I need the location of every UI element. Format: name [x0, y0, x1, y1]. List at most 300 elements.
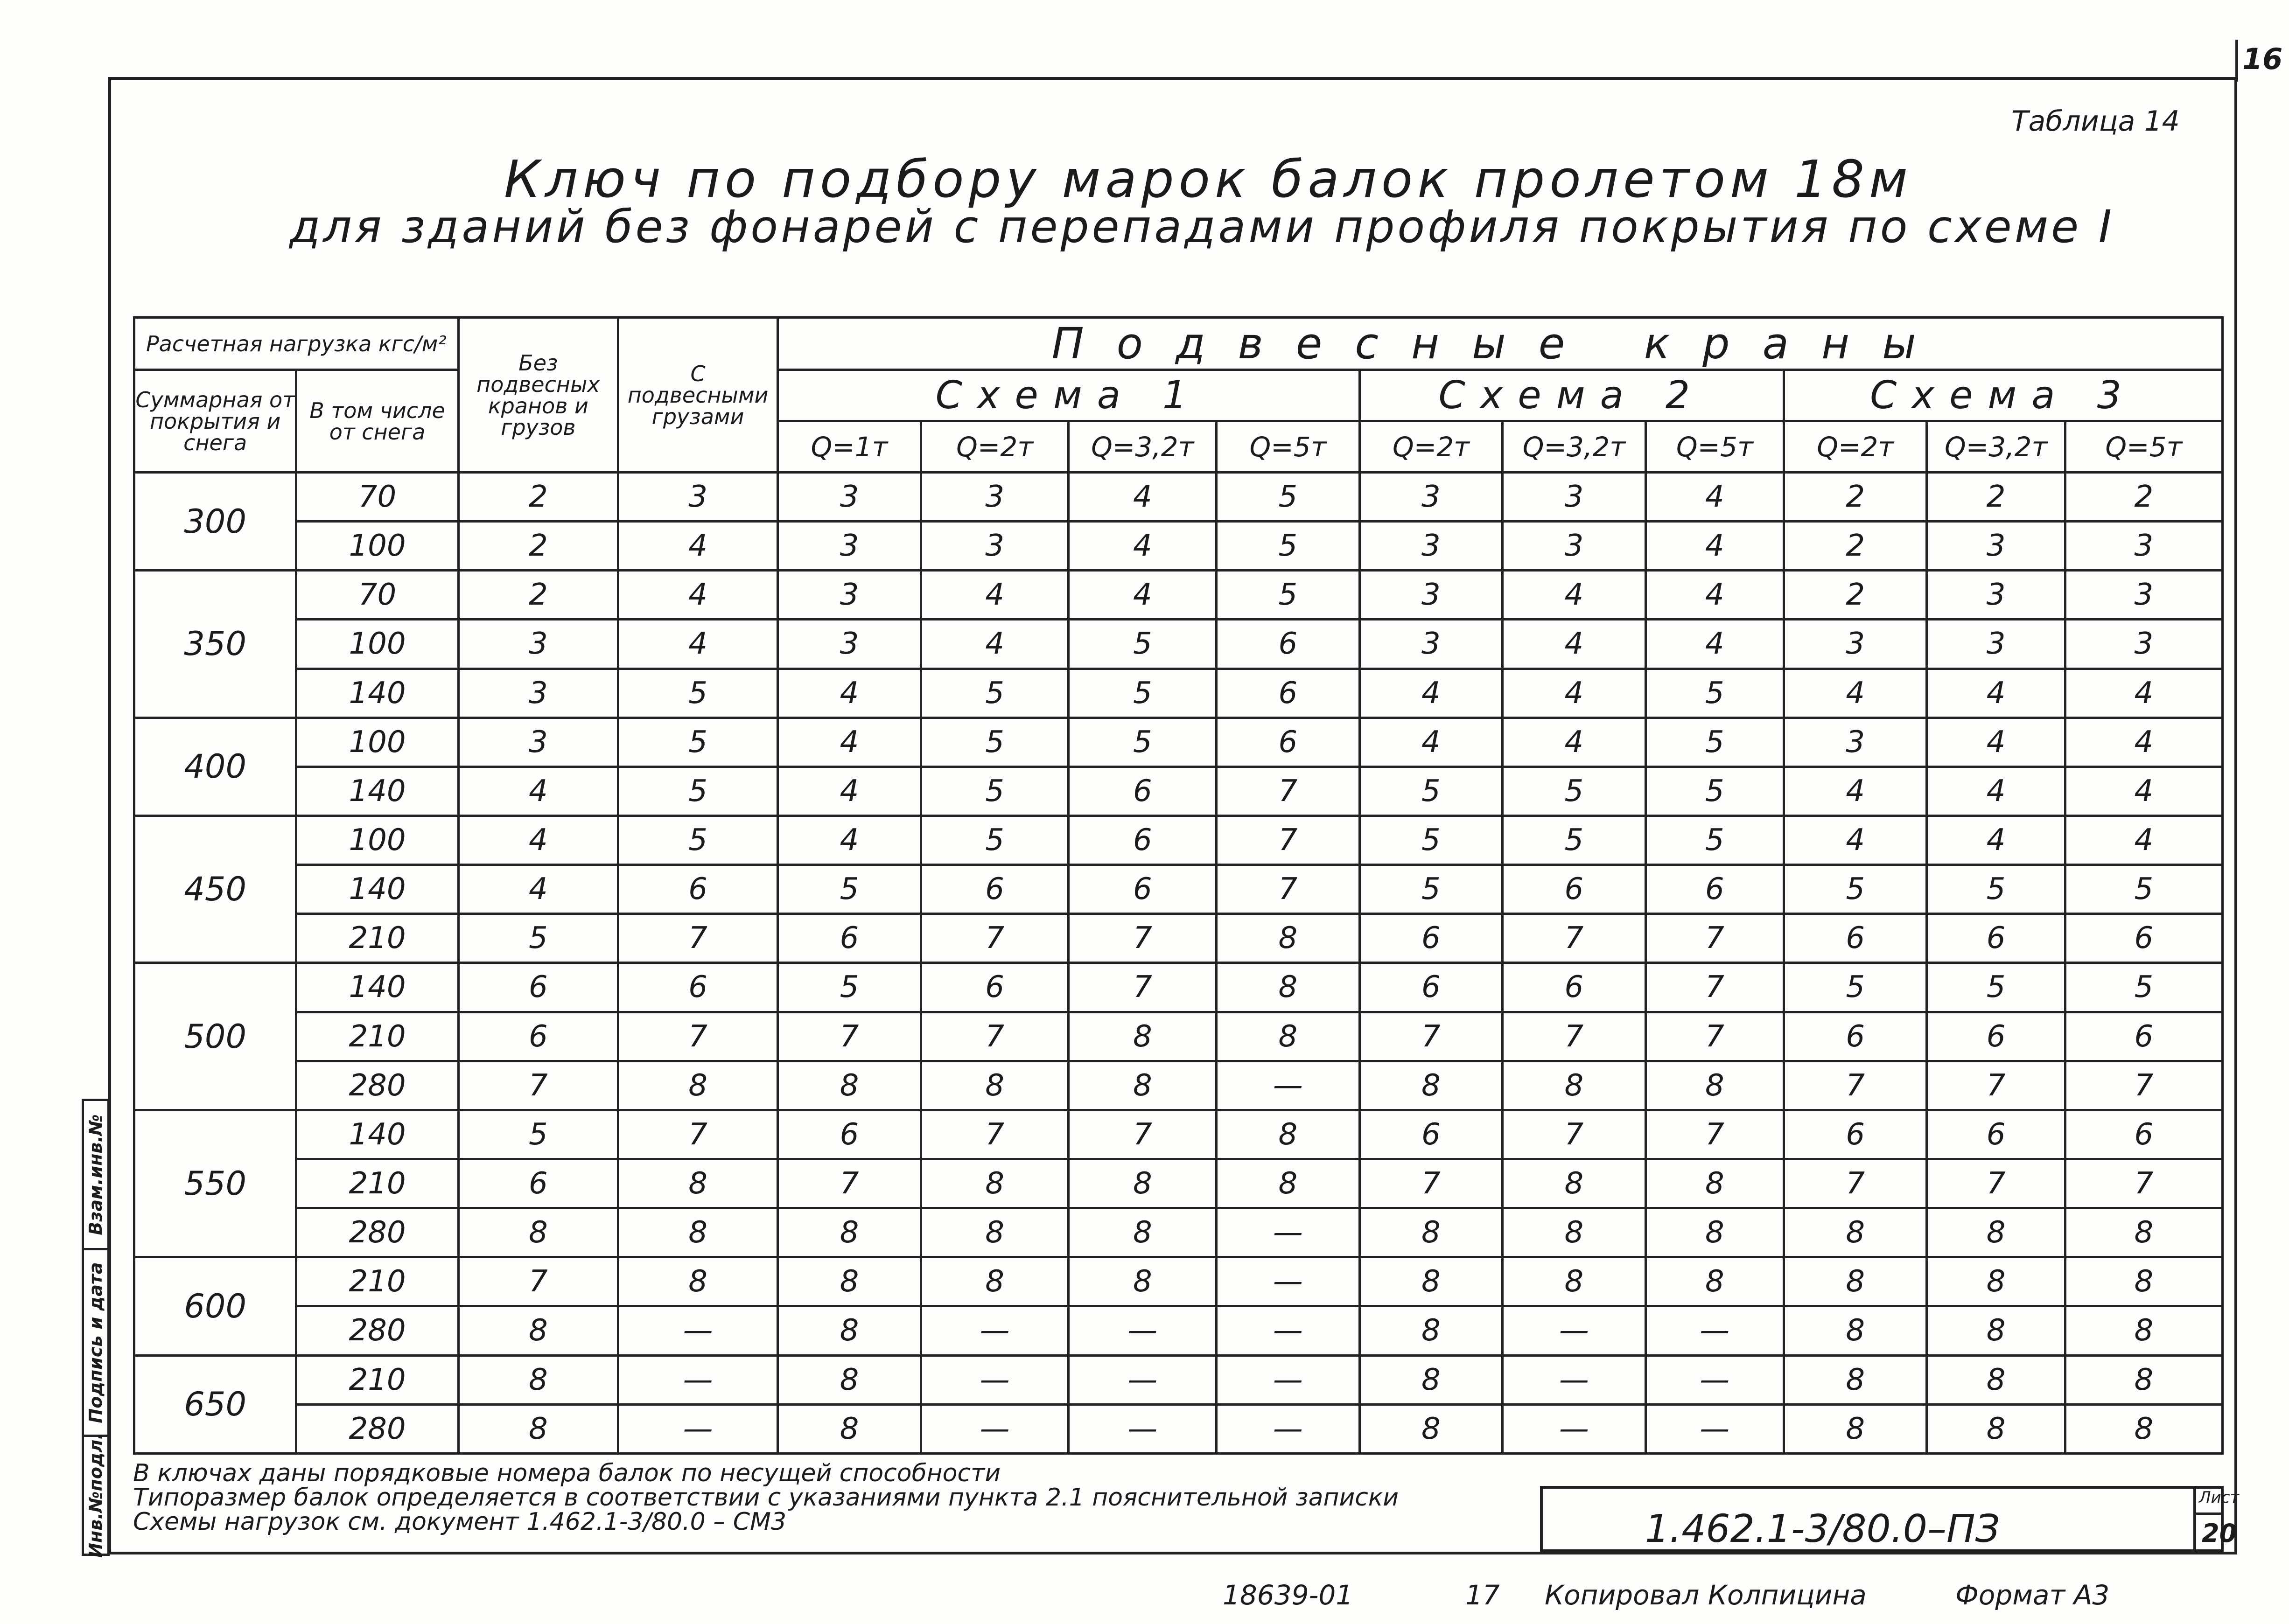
q-header: Q=5т: [2065, 421, 2222, 473]
beam-mark-cell: 4: [1503, 718, 1646, 767]
beam-mark-cell: 8: [458, 1208, 618, 1257]
beam-mark-cell: 8: [1503, 1208, 1646, 1257]
beam-mark-cell: 8: [921, 1159, 1069, 1208]
beam-mark-cell: 4: [778, 669, 921, 718]
beam-mark-cell: 5: [921, 669, 1069, 718]
snow-load-cell: 140: [296, 963, 458, 1012]
beam-mark-cell: 4: [921, 571, 1069, 620]
beam-mark-cell: 8: [618, 1257, 777, 1306]
table-row: [134, 914, 2223, 963]
beam-mark-cell: 7: [2065, 1159, 2222, 1208]
table-row: [134, 1404, 2223, 1453]
beam-mark-cell: —: [921, 1306, 1069, 1355]
beam-mark-cell: 4: [2065, 718, 2222, 767]
beam-mark-cell: 6: [1784, 1012, 1927, 1061]
beam-mark-cell: 7: [618, 1012, 777, 1061]
beam-mark-cell: 8: [1069, 1012, 1217, 1061]
beam-mark-cell: 6: [2065, 1012, 2222, 1061]
sidebar-label: Взам.инв.№: [85, 1114, 106, 1235]
beam-mark-cell: 6: [1503, 963, 1646, 1012]
no-cranes-header: Без подвесных кранов и грузов: [458, 318, 618, 473]
beam-mark-cell: 3: [1359, 620, 1503, 669]
document-code: 1.462.1-3/80.0–ПЗ: [1645, 1507, 2000, 1551]
beam-mark-cell: 6: [2065, 1110, 2222, 1159]
beam-mark-cell: 4: [921, 620, 1069, 669]
table-row: [134, 767, 2223, 815]
beam-mark-cell: 3: [1359, 522, 1503, 571]
snow-load-cell: 280: [296, 1306, 458, 1355]
beam-mark-cell: 5: [618, 767, 777, 815]
scheme1-header: Схема 1: [778, 370, 1359, 421]
snow-load-cell: 140: [296, 767, 458, 815]
beam-mark-cell: 7: [618, 914, 777, 963]
beam-mark-cell: 8: [2065, 1306, 2222, 1355]
beam-mark-cell: 7: [1069, 914, 1217, 963]
approval-sidebar: [82, 1099, 110, 1556]
beam-mark-cell: —: [1645, 1306, 1784, 1355]
beam-mark-cell: 3: [458, 620, 618, 669]
beam-mark-cell: 6: [458, 1159, 618, 1208]
beam-mark-cell: 5: [618, 669, 777, 718]
beam-mark-cell: 2: [458, 473, 618, 522]
beam-mark-cell: 8: [1784, 1306, 1927, 1355]
beam-mark-cell: 2: [1927, 473, 2065, 522]
beam-mark-cell: 4: [2065, 767, 2222, 815]
beam-mark-cell: 8: [921, 1208, 1069, 1257]
beam-mark-cell: 5: [1645, 767, 1784, 815]
beam-mark-cell: 8: [1069, 1061, 1217, 1110]
beam-mark-cell: 6: [1927, 914, 2065, 963]
beam-mark-cell: 8: [1217, 1012, 1360, 1061]
page-subtitle: для зданий без фонарей с перепадами профиля покрытия по схеме I: [289, 201, 2115, 253]
table-row: [134, 718, 2223, 767]
beam-mark-cell: 4: [618, 571, 777, 620]
table-row: [134, 1061, 2223, 1110]
beam-mark-cell: 8: [618, 1159, 777, 1208]
scheme2-header: Схема 2: [1359, 370, 1784, 421]
total-load-cell: 350: [134, 571, 296, 718]
beam-mark-cell: 8: [2065, 1355, 2222, 1404]
beam-mark-cell: 8: [1217, 963, 1360, 1012]
table-row: [134, 1306, 2223, 1355]
beam-mark-cell: 7: [1503, 914, 1646, 963]
beam-mark-cell: —: [1645, 1404, 1784, 1453]
table-row: [134, 522, 2223, 571]
table-label: Таблица 14: [2011, 105, 2180, 138]
beam-mark-cell: 8: [1784, 1208, 1927, 1257]
beam-mark-cell: —: [1503, 1306, 1646, 1355]
beam-mark-cell: 8: [778, 1061, 921, 1110]
beam-mark-cell: 8: [1503, 1159, 1646, 1208]
beam-mark-cell: 8: [1645, 1061, 1784, 1110]
beam-mark-cell: 4: [1503, 571, 1646, 620]
with-loads-header: С подвесными грузами: [618, 318, 777, 473]
beam-mark-cell: 6: [1503, 865, 1646, 914]
table-row: [134, 1110, 2223, 1159]
beam-mark-cell: 4: [1069, 522, 1217, 571]
beam-mark-cell: 2: [458, 571, 618, 620]
beam-mark-cell: 2: [458, 522, 618, 571]
beam-mark-cell: 3: [458, 718, 618, 767]
beam-mark-cell: —: [618, 1355, 777, 1404]
snow-load-header: В том числе от снега: [296, 370, 458, 473]
snow-load-cell: 210: [296, 914, 458, 963]
beam-mark-cell: 4: [778, 718, 921, 767]
beam-mark-cell: 7: [921, 1012, 1069, 1061]
beam-mark-cell: 2: [1784, 522, 1927, 571]
beam-mark-cell: 8: [1359, 1257, 1503, 1306]
beam-mark-cell: 6: [1927, 1110, 2065, 1159]
snow-load-cell: 210: [296, 1159, 458, 1208]
beam-mark-cell: 7: [1645, 914, 1784, 963]
beam-mark-cell: 3: [1784, 718, 1927, 767]
beam-mark-cell: 8: [1359, 1208, 1503, 1257]
beam-mark-cell: 5: [921, 718, 1069, 767]
beam-mark-cell: —: [618, 1306, 777, 1355]
snow-load-cell: 70: [296, 473, 458, 522]
beam-mark-cell: 4: [1069, 473, 1217, 522]
beam-mark-cell: 7: [921, 914, 1069, 963]
snow-load-cell: 280: [296, 1061, 458, 1110]
q-header: Q=5т: [1645, 421, 1784, 473]
table-row: [134, 571, 2223, 620]
beam-mark-cell: 5: [1503, 815, 1646, 864]
beam-mark-cell: —: [1069, 1355, 1217, 1404]
sheet-number-divider: [2235, 40, 2238, 82]
design-load-header: Расчетная нагрузка кгс/м²: [134, 318, 459, 370]
q-header: Q=5т: [1217, 421, 1360, 473]
beam-mark-cell: 3: [1503, 473, 1646, 522]
table-row: [134, 1159, 2223, 1208]
q-header: Q=2т: [921, 421, 1069, 473]
snow-load-cell: 100: [296, 522, 458, 571]
beam-mark-cell: 5: [458, 914, 618, 963]
table-row: [134, 1012, 2223, 1061]
beam-mark-cell: 8: [618, 1208, 777, 1257]
beam-mark-cell: 6: [1359, 963, 1503, 1012]
beam-mark-cell: 3: [2065, 620, 2222, 669]
beam-mark-cell: 2: [2065, 473, 2222, 522]
snow-load-cell: 100: [296, 620, 458, 669]
archive-number: 18639-01: [1223, 1579, 1353, 1611]
beam-mark-cell: —: [921, 1355, 1069, 1404]
page-mark: 17: [1465, 1579, 1500, 1611]
beam-mark-cell: 6: [1784, 1110, 1927, 1159]
beam-mark-cell: 8: [778, 1355, 921, 1404]
beam-mark-cell: 8: [1927, 1257, 2065, 1306]
beam-mark-cell: 3: [1359, 473, 1503, 522]
beam-mark-cell: 4: [1645, 620, 1784, 669]
sidebar-label: Инв.№подл.: [85, 1433, 106, 1558]
sidebar-cell: [84, 1433, 107, 1558]
beam-mark-cell: 5: [1217, 473, 1360, 522]
beam-mark-cell: 7: [1645, 1012, 1784, 1061]
beam-mark-cell: 4: [1503, 620, 1646, 669]
sheet-number: 16: [2242, 42, 2283, 76]
beam-mark-cell: 5: [1359, 815, 1503, 864]
beam-mark-cell: 5: [921, 815, 1069, 864]
beam-mark-cell: 4: [1927, 815, 2065, 864]
beam-mark-cell: 5: [1784, 865, 1927, 914]
beam-mark-cell: 8: [1359, 1306, 1503, 1355]
total-load-cell: 600: [134, 1257, 296, 1355]
beam-mark-cell: 7: [1927, 1159, 2065, 1208]
beam-mark-cell: 4: [458, 767, 618, 815]
beam-mark-cell: 6: [618, 963, 777, 1012]
snow-load-cell: 100: [296, 718, 458, 767]
beam-mark-cell: 5: [1645, 718, 1784, 767]
beam-mark-cell: —: [1069, 1404, 1217, 1453]
beam-mark-cell: 3: [1927, 571, 2065, 620]
beam-mark-cell: 7: [1069, 963, 1217, 1012]
beam-mark-cell: 4: [1069, 571, 1217, 620]
beam-mark-cell: 5: [778, 963, 921, 1012]
beam-mark-cell: 6: [1645, 865, 1784, 914]
beam-mark-cell: —: [1217, 1257, 1360, 1306]
beam-mark-cell: 7: [778, 1159, 921, 1208]
beam-mark-cell: 8: [1359, 1061, 1503, 1110]
beam-mark-cell: 5: [1359, 767, 1503, 815]
beam-mark-cell: 7: [778, 1012, 921, 1061]
beam-mark-cell: 7: [2065, 1061, 2222, 1110]
beam-mark-cell: 4: [458, 815, 618, 864]
snow-load-cell: 210: [296, 1012, 458, 1061]
beam-mark-cell: 5: [2065, 963, 2222, 1012]
beam-mark-cell: 3: [458, 669, 618, 718]
beam-mark-cell: 7: [921, 1110, 1069, 1159]
total-load-header: Суммарная от покрытия и снега: [134, 370, 296, 473]
beam-mark-cell: 4: [1927, 718, 2065, 767]
beam-mark-cell: 4: [2065, 669, 2222, 718]
note-line: Схемы нагрузок см. документ 1.462.1-3/80.0 – СМ3: [133, 1508, 787, 1536]
beam-mark-cell: 8: [1217, 1159, 1360, 1208]
beam-mark-cell: 3: [1359, 571, 1503, 620]
snow-load-cell: 140: [296, 865, 458, 914]
beam-mark-cell: —: [1217, 1404, 1360, 1453]
table-row: [134, 815, 2223, 864]
beam-mark-cell: 5: [1927, 865, 2065, 914]
beam-mark-cell: 5: [1645, 815, 1784, 864]
beam-mark-cell: 8: [458, 1404, 618, 1453]
total-load-cell: 650: [134, 1355, 296, 1453]
total-load-cell: 500: [134, 963, 296, 1110]
beam-mark-cell: 8: [458, 1355, 618, 1404]
beam-mark-cell: 4: [1645, 522, 1784, 571]
beam-mark-cell: 4: [2065, 815, 2222, 864]
beam-mark-cell: 6: [778, 914, 921, 963]
beam-mark-cell: 8: [1503, 1257, 1646, 1306]
beam-mark-cell: 4: [1359, 718, 1503, 767]
q-header: Q=2т: [1784, 421, 1927, 473]
table-body: [134, 473, 2223, 1454]
beam-mark-cell: 8: [778, 1208, 921, 1257]
beam-mark-cell: 5: [778, 865, 921, 914]
beam-mark-cell: 8: [1069, 1257, 1217, 1306]
beam-mark-cell: —: [1069, 1306, 1217, 1355]
beam-mark-cell: 6: [1217, 620, 1360, 669]
table-row: [134, 963, 2223, 1012]
beam-mark-cell: 3: [778, 522, 921, 571]
sheet-value: 20: [2202, 1519, 2237, 1548]
table-row: [134, 865, 2223, 914]
beam-mark-cell: —: [1645, 1355, 1784, 1404]
snow-load-cell: 100: [296, 815, 458, 864]
beam-mark-cell: 8: [921, 1257, 1069, 1306]
beam-mark-cell: 7: [1069, 1110, 1217, 1159]
beam-mark-cell: 6: [1217, 669, 1360, 718]
beam-mark-cell: 6: [1927, 1012, 2065, 1061]
beam-mark-cell: 4: [1927, 767, 2065, 815]
beam-mark-cell: 2: [1784, 571, 1927, 620]
beam-mark-cell: 3: [1927, 620, 2065, 669]
beam-mark-cell: 8: [778, 1404, 921, 1453]
beam-mark-cell: 8: [778, 1306, 921, 1355]
beam-mark-cell: 4: [458, 865, 618, 914]
beam-mark-cell: —: [921, 1404, 1069, 1453]
beam-mark-cell: 5: [1217, 522, 1360, 571]
beam-mark-cell: 6: [2065, 914, 2222, 963]
beam-mark-cell: 8: [1927, 1355, 2065, 1404]
beam-mark-cell: —: [1217, 1208, 1360, 1257]
beam-mark-cell: —: [1217, 1355, 1360, 1404]
snow-load-cell: 280: [296, 1404, 458, 1453]
beam-mark-cell: 6: [921, 963, 1069, 1012]
selection-table: [133, 316, 2224, 1455]
beam-mark-cell: 3: [778, 571, 921, 620]
beam-mark-cell: 4: [1784, 669, 1927, 718]
beam-mark-cell: 7: [1784, 1159, 1927, 1208]
beam-mark-cell: 7: [1784, 1061, 1927, 1110]
beam-mark-cell: 4: [778, 815, 921, 864]
note-line: Типоразмер балок определяется в соответствии с указаниями пункта 2.1 пояснительной записки: [133, 1484, 1399, 1512]
beam-mark-cell: 4: [1645, 473, 1784, 522]
beam-mark-cell: 8: [1359, 1404, 1503, 1453]
table-row: [134, 669, 2223, 718]
beam-mark-cell: 5: [1069, 669, 1217, 718]
beam-mark-cell: 7: [1645, 963, 1784, 1012]
beam-mark-cell: 7: [1217, 767, 1360, 815]
format-label: Формат А3: [1955, 1579, 2110, 1611]
beam-mark-cell: —: [1217, 1061, 1360, 1110]
beam-mark-cell: 3: [778, 473, 921, 522]
beam-mark-cell: 4: [1359, 669, 1503, 718]
beam-mark-cell: 4: [1784, 815, 1927, 864]
beam-mark-cell: 8: [1927, 1306, 2065, 1355]
notes: [133, 1461, 1399, 1534]
beam-mark-cell: 4: [778, 767, 921, 815]
beam-mark-cell: 4: [618, 522, 777, 571]
beam-mark-cell: 8: [1217, 914, 1360, 963]
beam-mark-cell: 8: [921, 1061, 1069, 1110]
sidebar-cell: [84, 1250, 107, 1437]
beam-mark-cell: 7: [1359, 1159, 1503, 1208]
table-row: [134, 1355, 2223, 1404]
beam-mark-cell: 3: [1784, 620, 1927, 669]
beam-mark-cell: 4: [618, 620, 777, 669]
beam-mark-cell: 5: [1359, 865, 1503, 914]
beam-mark-cell: 7: [1503, 1110, 1646, 1159]
scheme3-header: Схема 3: [1784, 370, 2222, 421]
beam-mark-cell: 7: [1503, 1012, 1646, 1061]
beam-mark-cell: 6: [1359, 1110, 1503, 1159]
beam-mark-cell: 8: [1645, 1257, 1784, 1306]
table-row: [134, 1208, 2223, 1257]
beam-mark-cell: 5: [1784, 963, 1927, 1012]
snow-load-cell: 70: [296, 571, 458, 620]
table-row: [134, 620, 2223, 669]
beam-mark-cell: 8: [458, 1306, 618, 1355]
beam-mark-cell: 5: [618, 718, 777, 767]
beam-mark-cell: 8: [1359, 1355, 1503, 1404]
beam-mark-cell: 5: [618, 815, 777, 864]
beam-mark-cell: 8: [618, 1061, 777, 1110]
beam-mark-cell: 8: [1645, 1208, 1784, 1257]
beam-mark-cell: 6: [458, 1012, 618, 1061]
beam-mark-cell: —: [618, 1404, 777, 1453]
beam-mark-cell: 5: [1069, 718, 1217, 767]
sheet-label: Лист: [2199, 1488, 2240, 1507]
beam-mark-cell: 8: [2065, 1257, 2222, 1306]
beam-mark-cell: 6: [1359, 914, 1503, 963]
beam-mark-cell: 8: [1069, 1208, 1217, 1257]
beam-mark-cell: 5: [1069, 620, 1217, 669]
beam-mark-cell: —: [1503, 1404, 1646, 1453]
beam-mark-cell: 7: [1217, 815, 1360, 864]
table-row: [134, 1257, 2223, 1306]
beam-mark-cell: 4: [1927, 669, 2065, 718]
beam-mark-cell: 3: [2065, 522, 2222, 571]
beam-mark-cell: 3: [921, 473, 1069, 522]
beam-mark-cell: 6: [1069, 865, 1217, 914]
sheet-box-divider: [2193, 1512, 2224, 1515]
beam-mark-cell: 8: [778, 1257, 921, 1306]
note-line: В ключах даны порядковые номера балок по несущей способности: [133, 1459, 1001, 1487]
q-header: Q=3,2т: [1503, 421, 1646, 473]
page-title: Ключ по подбору марок балок пролетом 18м: [504, 149, 1912, 209]
beam-mark-cell: 8: [1927, 1404, 2065, 1453]
beam-mark-cell: 6: [778, 1110, 921, 1159]
beam-mark-cell: 7: [1645, 1110, 1784, 1159]
beam-mark-cell: 8: [1645, 1159, 1784, 1208]
sidebar-cell: [84, 1101, 107, 1250]
q-header: Q=2т: [1359, 421, 1503, 473]
snow-load-cell: 140: [296, 669, 458, 718]
beam-mark-cell: 4: [1645, 571, 1784, 620]
beam-mark-cell: 8: [1217, 1110, 1360, 1159]
snow-load-cell: 210: [296, 1257, 458, 1306]
snow-load-cell: 280: [296, 1208, 458, 1257]
beam-mark-cell: 6: [1069, 767, 1217, 815]
total-load-cell: 450: [134, 815, 296, 962]
beam-mark-cell: 5: [1645, 669, 1784, 718]
beam-mark-cell: 5: [1927, 963, 2065, 1012]
beam-mark-cell: 6: [1069, 815, 1217, 864]
beam-mark-cell: 5: [458, 1110, 618, 1159]
beam-mark-cell: 7: [458, 1061, 618, 1110]
beam-mark-cell: 8: [1784, 1257, 1927, 1306]
beam-mark-cell: 3: [2065, 571, 2222, 620]
beam-mark-cell: 7: [618, 1110, 777, 1159]
beam-mark-cell: 2: [1784, 473, 1927, 522]
beam-mark-cell: 7: [1217, 865, 1360, 914]
beam-mark-cell: —: [1503, 1355, 1646, 1404]
beam-mark-cell: 6: [618, 865, 777, 914]
beam-mark-cell: 5: [921, 767, 1069, 815]
total-load-cell: 550: [134, 1110, 296, 1257]
beam-mark-cell: 3: [618, 473, 777, 522]
beam-mark-cell: 5: [2065, 865, 2222, 914]
beam-mark-cell: 3: [778, 620, 921, 669]
